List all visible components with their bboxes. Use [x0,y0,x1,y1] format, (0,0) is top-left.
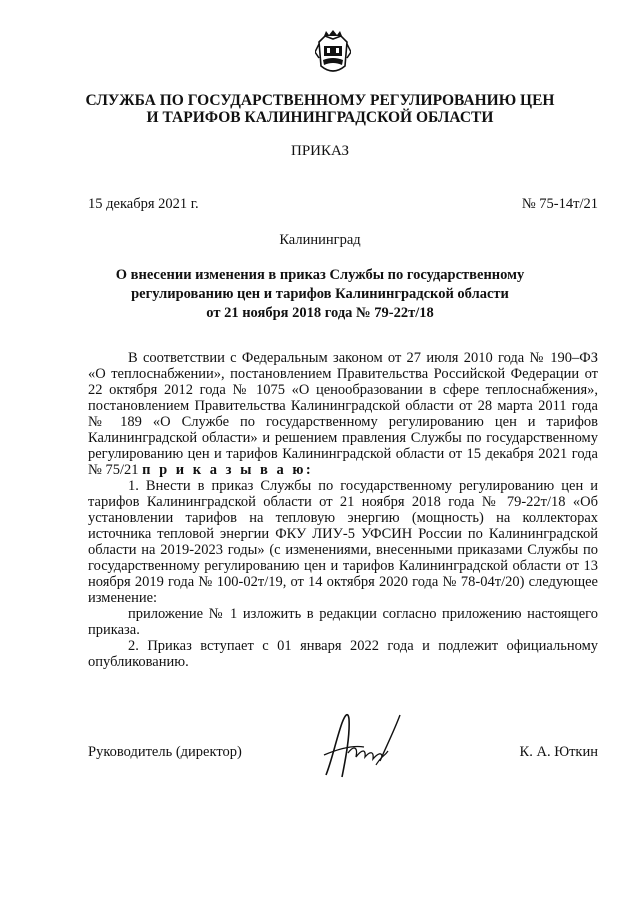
item-1-paragraph: 1. Внести в приказ Службы по государственному регулированию цен и тарифов Калининградской области от 21 ноября 2018 года № 79-22т/18 «Об установлении тарифов на тепловую энергию (мощность) на коллекторах источника тепловой энергии ФКУ ЛИУ-5 УФСИН России по Калининградской области на 2019-2023 годы» (с изменениями, внесенными приказами Службы по государственному регулированию цен и тарифов Калининградской области от 13 ноября 2019 года № 100-02т/19, от 14 октября 2020 года № 78-04т/20) следующее изменение: [88,478,598,606]
document-type: ПРИКАЗ [291,143,349,159]
signatory-position: Руководитель (директор) [88,744,242,760]
heading-line1: О внесении изменения в приказ Службы по государственному [115,267,525,283]
order-keyword: п р и к а з ы в а ю: [142,462,314,478]
organization-name-line1: СЛУЖБА ПО ГОСУДАРСТВЕННОМУ РЕГУЛИРОВАНИЮ ЦЕН [85,92,555,109]
organization-name-line2: И ТАРИФОВ КАЛИНИНГРАДСКОЙ ОБЛАСТИ [146,109,494,126]
handwritten-signature [318,705,403,787]
preamble-paragraph [88,350,598,478]
document-number: № 75-14т/21 [521,196,598,212]
coat-of-arms-icon [315,30,351,76]
city-name: Калининград [279,232,361,248]
document-heading [90,266,550,323]
preamble-text: В соответствии с Федеральным законом от 27 июля 2010 года № 190–ФЗ «О теплоснабжении», постановлением Правительства Российской Федерации от 22 октября 2012 года № 1075 «О ценообразовании в сфере теплоснабжения», постановлением Правительства Калининградской области от 28 марта 2011 года № 189 «О Службе по государственному регулированию цен и тарифов Калининградской области» и решением правления Службы по государственному регулированию цен и тарифов Калининградской области от 15 декабря 2021 года № 75/21 [88,350,598,478]
signatory-name: К. А. Юткин [519,744,598,760]
heading-line3: от 21 ноября 2018 года № 79-22т/18 [206,305,434,321]
document-date: 15 декабря 2021 г. [88,196,199,212]
item-2-paragraph: 2. Приказ вступает с 01 января 2022 года и подлежит официальному опубликованию. [88,638,598,670]
document-body [88,350,598,670]
heading-line2: регулированию цен и тарифов Калининградской области [131,286,509,302]
item-1-subparagraph: приложение № 1 изложить в редакции согласно приложению настоящего приказа. [88,606,598,638]
